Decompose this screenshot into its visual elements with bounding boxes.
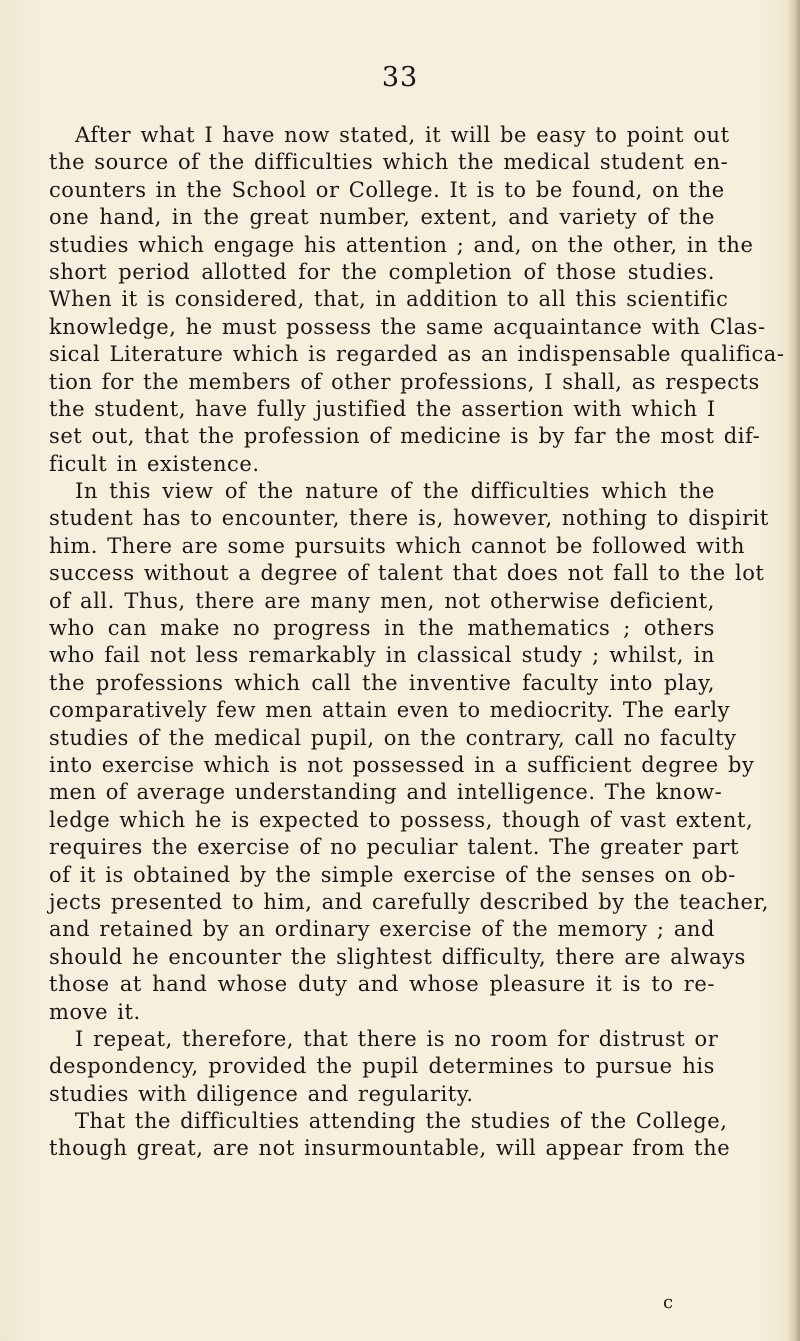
text-line: comparatively few men attain even to mediocrity. The early (49, 698, 731, 723)
text-line: who can make no progress in the mathematics ; others (49, 616, 715, 641)
text-line: despondency, provided the pupil determines to pursue his (49, 1054, 715, 1079)
text-line: In this view of the nature of the difficulties which the (75, 479, 715, 504)
text-line: student has to encounter, there is, however, nothing to dispirit (49, 506, 769, 531)
text-line: counters in the School or College. It is to be found, on the (49, 177, 725, 202)
text-line: That the difficulties attending the studies of the College, (75, 1109, 728, 1134)
text-line: set out, that the profession of medicine is by far the most dif- (49, 424, 761, 449)
text-line: men of average understanding and intelligence. The know- (49, 780, 723, 805)
text-line: the professions which call the inventive faculty into play, (49, 670, 715, 695)
text-line: I repeat, therefore, that there is no room for distrust or (75, 1026, 719, 1051)
text-line: should he encounter the slightest difficulty, there are always (49, 944, 746, 969)
text-line: knowledge, he must possess the same acquaintance with Clas- (49, 314, 766, 339)
text-line: When it is considered, that, in addition to all this scientific (49, 287, 729, 312)
text-line: one hand, in the great number, extent, and variety of the (49, 205, 715, 230)
page-edge-shadow (786, 0, 800, 1341)
text-line: the source of the difficulties which the medical student en- (49, 150, 729, 175)
text-line: success without a degree of talent that does not fall to the lot (49, 561, 765, 586)
body-text (49, 122, 785, 1163)
text-line: of all. Thus, there are many men, not otherwise deficient, (49, 588, 715, 613)
page-number: 33 (381, 62, 419, 93)
text-line: into exercise which is not possessed in a sufficient degree by (49, 752, 755, 777)
text-line: ficult in existence. (49, 451, 260, 476)
text-line: of it is obtained by the simple exercise of the senses on ob- (49, 862, 736, 887)
text-line: though great, are not insurmountable, will appear from the (49, 1136, 731, 1161)
text-line: studies of the medical pupil, on the contrary, call no faculty (49, 725, 737, 750)
text-line: move it. (49, 999, 141, 1024)
text-line: the student, have fully justified the assertion with which I (49, 396, 716, 421)
text-line: studies which engage his attention ; and, on the other, in the (49, 232, 754, 257)
signature-mark: c (663, 1292, 674, 1313)
text-line: tion for the members of other professions, I shall, as respects (49, 369, 760, 394)
text-line: and retained by an ordinary exercise of the memory ; and (49, 917, 715, 942)
text-line: who fail not less remarkably in classical study ; whilst, in (49, 643, 715, 668)
text-line: those at hand whose duty and whose pleasure it is to re- (49, 972, 715, 997)
text-line: ledge which he is expected to possess, though of vast extent, (49, 807, 754, 832)
text-line: short period allotted for the completion of those studies. (49, 259, 715, 284)
text-line: sical Literature which is regarded as an indispensable qualifica- (49, 342, 785, 367)
text-line: studies with diligence and regularity. (49, 1081, 474, 1106)
text-line: requires the exercise of no peculiar talent. The greater part (49, 835, 740, 860)
text-line: jects presented to him, and carefully described by the teacher, (49, 889, 770, 914)
text-line: After what I have now stated, it will be easy to point out (75, 123, 730, 147)
text-line: him. There are some pursuits which cannot be followed with (49, 533, 745, 558)
